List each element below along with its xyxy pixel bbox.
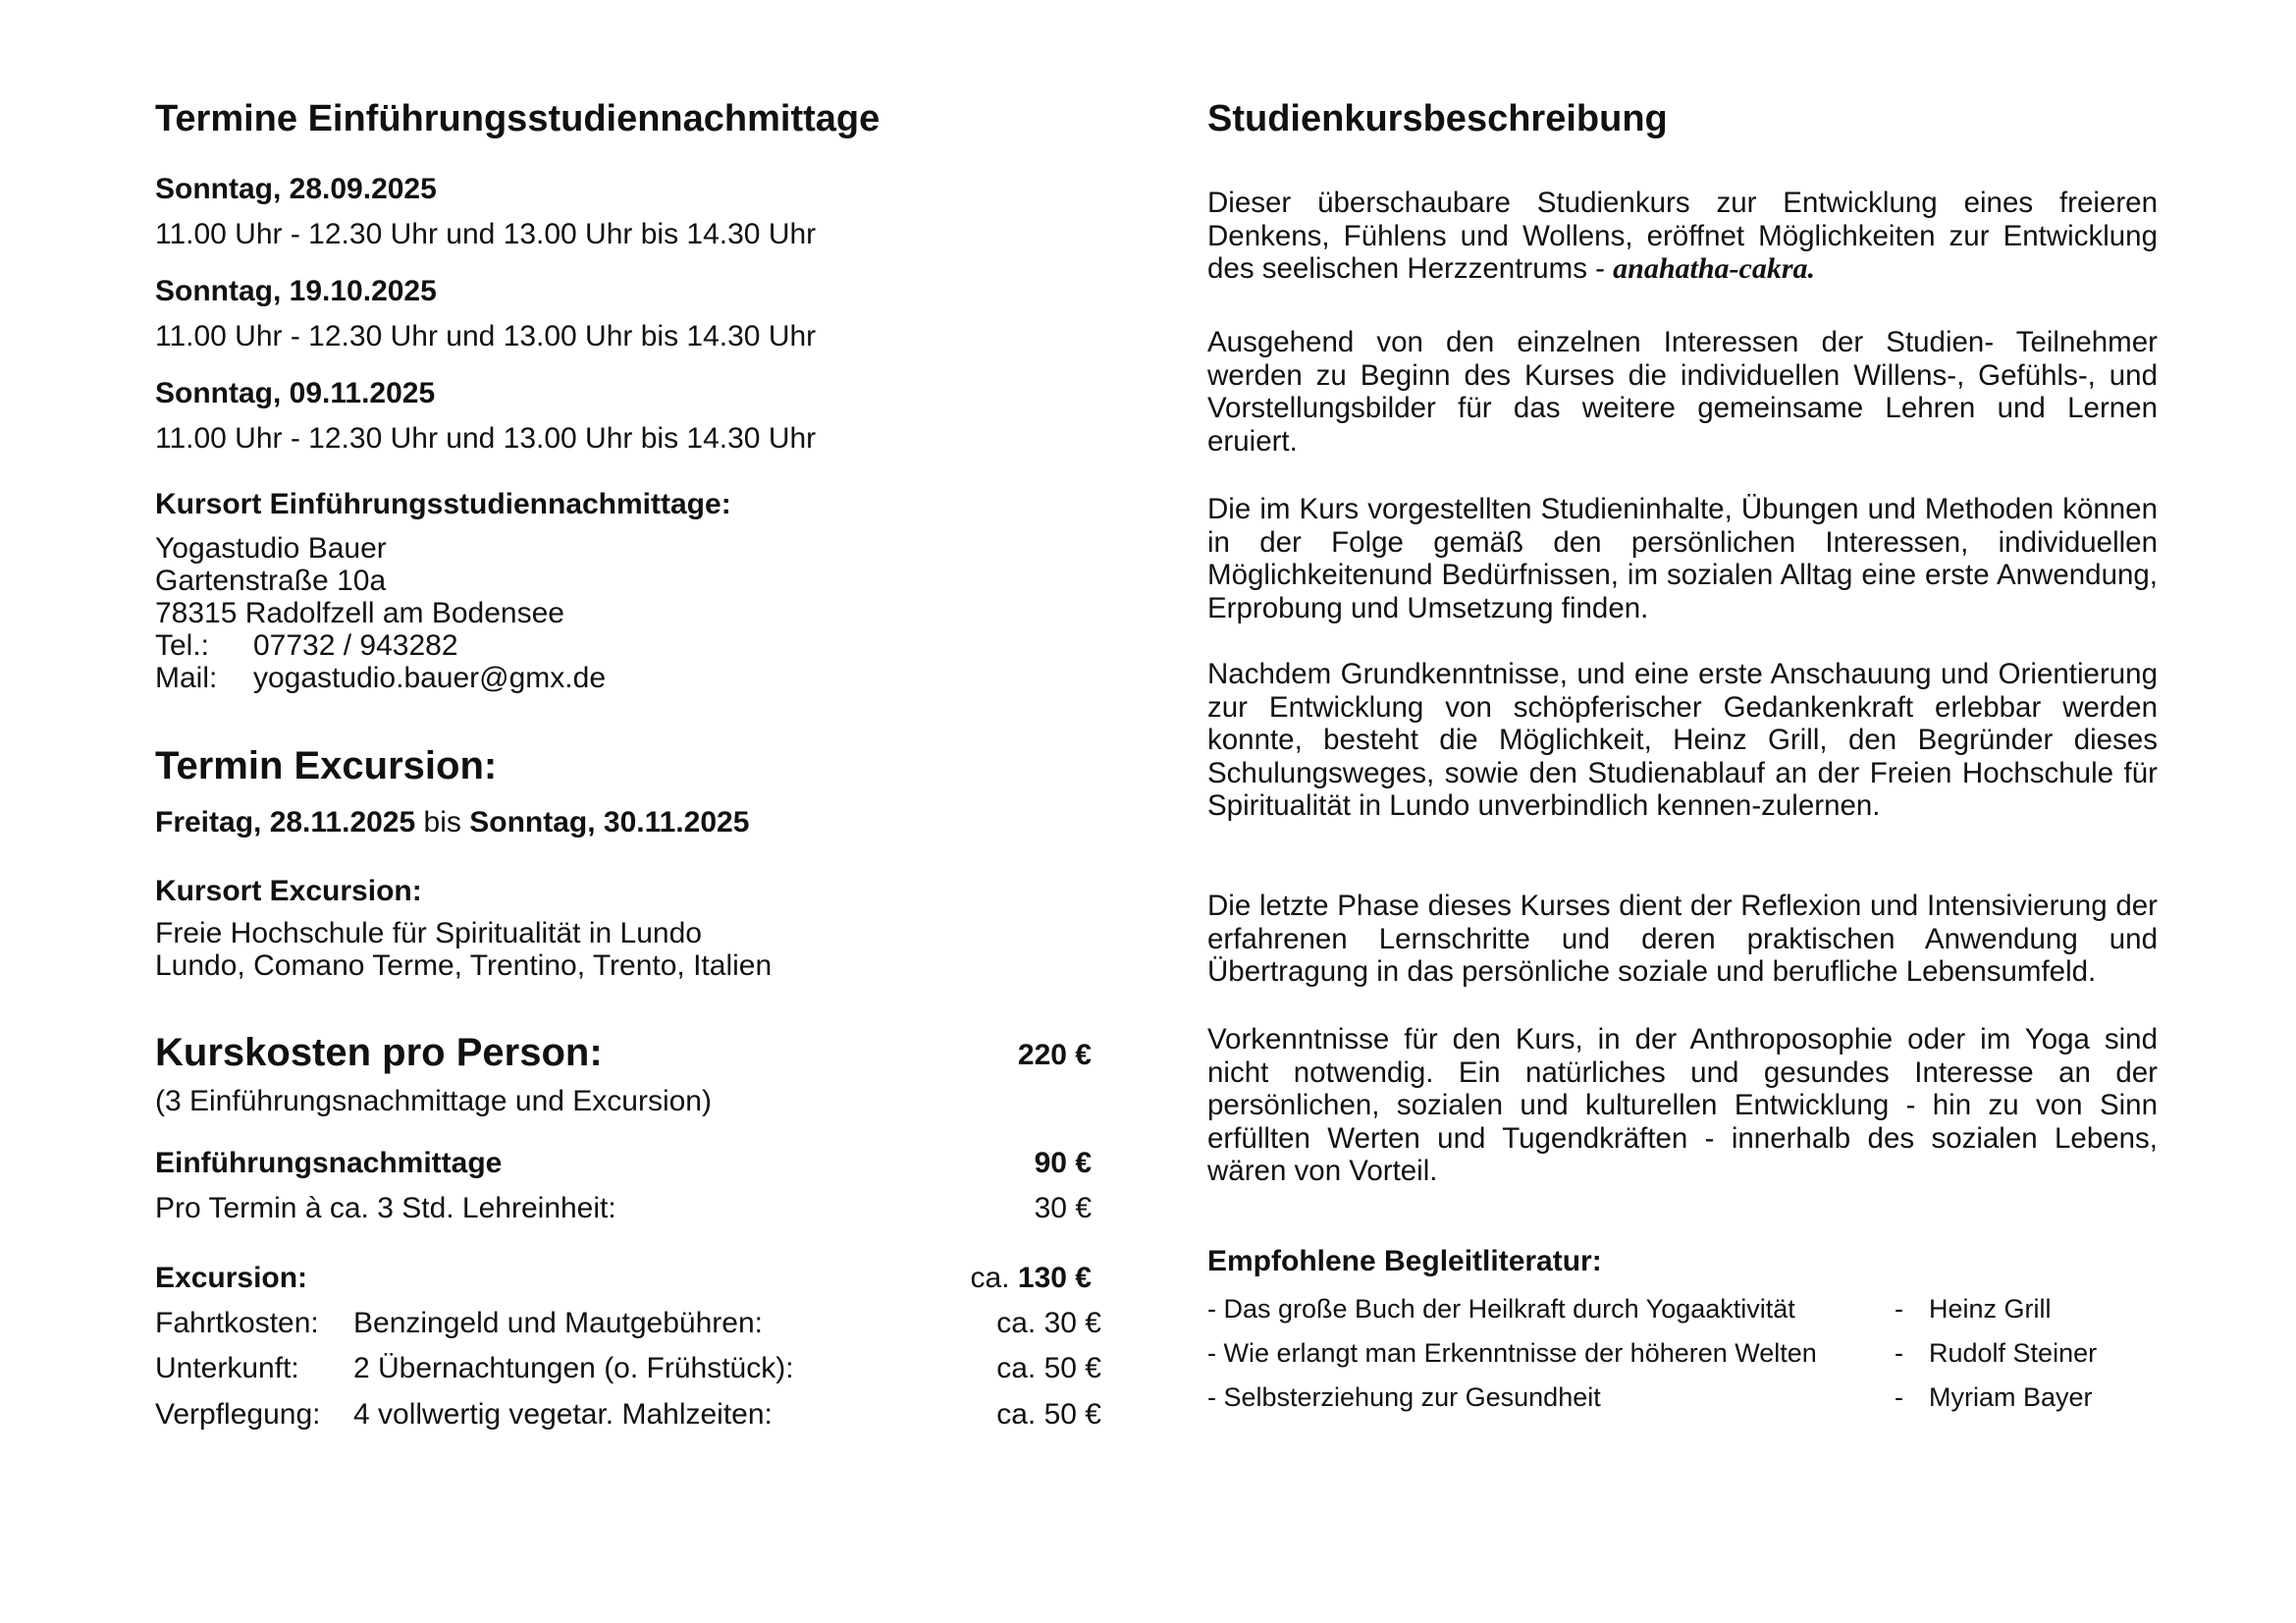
cost-price-verpflegung: ca. 50 €: [996, 1398, 1101, 1431]
exc-price-prefix: ca.: [970, 1262, 1010, 1294]
exc-price-group: [971, 1262, 1092, 1295]
einf-label: Einführungsnachmittage: [155, 1147, 503, 1179]
literature-dash: -: [1895, 1382, 1903, 1412]
address-tel-row: [155, 629, 606, 662]
exc-price: 130 €: [1017, 1262, 1092, 1294]
literature-author: Myriam Bayer: [1929, 1382, 2093, 1412]
kosten-total: 220 €: [1017, 1039, 1092, 1071]
excursion-place-heading: Kursort Excursion:: [155, 875, 422, 907]
kosten-note: (3 Einführungsnachmittage und Excursion): [155, 1085, 712, 1117]
date-3-day: Sonntag, 09.11.2025: [155, 377, 436, 409]
address-street: Gartenstraße 10a: [155, 565, 387, 597]
literature-author: Rudolf Steiner: [1929, 1338, 2098, 1368]
address-block: [155, 532, 606, 694]
excursion-bis: bis: [423, 806, 461, 839]
cost-desc: 2 Übernachtungen (o. Frühstück):: [353, 1352, 794, 1384]
date-1-day: Sonntag, 28.09.2025: [155, 173, 437, 205]
literature-title: - Das große Buch der Heilkraft durch Yogaaktivität: [1207, 1294, 1795, 1324]
paragraph-1-text: Dieser überschaubare Studienkurs zur Entwicklung eines freieren Denkens, Fühlens und Wollens, eröffnet Möglichkeiten zur Entwicklung des seelischen Herzzentrums -: [1207, 187, 2158, 286]
termin-label: Pro Termin à ca. 3 Std. Lehreinheit:: [155, 1192, 616, 1224]
kosten-heading: Kurskosten pro Person:: [155, 1031, 603, 1074]
paragraph-3: Die im Kurs vorgestellten Studieninhalte, Übungen und Methoden können in der Folge gemäß den persönlichen Interessen, individuellen Möglichkeitenund Bedürfnissen, im sozialen Alltag eine erste Anwendung, Erprobung und Umsetzung finden.: [1207, 493, 2158, 624]
excursion-heading: Termin Excursion:: [155, 744, 498, 787]
cost-desc: 4 vollwertig vegetar. Mahlzeiten:: [353, 1398, 773, 1431]
kursort-heading: Kursort Einführungsstudiennachmittage:: [155, 488, 731, 520]
literature-dash: -: [1895, 1338, 1903, 1368]
date-2-day: Sonntag, 19.10.2025: [155, 275, 437, 307]
paragraph-2: Ausgehend von den einzelnen Interessen der Studien- Teilnehmer werden zu Beginn des Kurses die individuellen Willens-, Gefühls-, und Vorstellungsbilder für das weitere gemeinsame Lehren und Lernen eruiert.: [1207, 326, 2158, 458]
excursion-from: Freitag, 28.11.2025: [155, 806, 416, 839]
mail-label: Mail:: [155, 662, 218, 694]
address-mail-row: [155, 662, 606, 694]
cost-price-unterkunft: ca. 50 €: [996, 1352, 1101, 1384]
anahatha-cakra-term: anahatha-cakra.: [1613, 252, 1816, 286]
description-heading: Studienkursbeschreibung: [1207, 98, 1668, 139]
literature-heading: Empfohlene Begleitliteratur:: [1207, 1245, 1602, 1277]
address-city: 78315 Radolfzell am Bodensee: [155, 597, 564, 629]
cost-key: Verpflegung:: [155, 1398, 321, 1431]
date-1-time: 11.00 Uhr - 12.30 Uhr und 13.00 Uhr bis 14.30 Uhr: [155, 218, 817, 250]
cost-desc: Benzingeld und Mautgebühren:: [353, 1307, 763, 1339]
cost-price-fahrt: ca. 30 €: [996, 1307, 1101, 1339]
exc-label: Excursion:: [155, 1262, 308, 1294]
excursion-place-2: Lundo, Comano Terme, Trentino, Trento, Italien: [155, 949, 773, 982]
literature-dash: -: [1895, 1294, 1903, 1324]
excursion-to: Sonntag, 30.11.2025: [469, 806, 750, 839]
mail-value: yogastudio.bauer@gmx.de: [253, 662, 607, 694]
paragraph-1: [1207, 187, 2158, 286]
paragraph-5: Die letzte Phase dieses Kurses dient der Reflexion und Intensivierung der erfahrenen Lernschritte und deren praktischen Anwendung und Übertragung in das persönliche soziale und berufliche Lebensumfeld.: [1207, 890, 2158, 989]
literature-title: - Wie erlangt man Erkenntnisse der höheren Welten: [1207, 1338, 1817, 1368]
excursion-dates: [155, 806, 749, 839]
literature-author: Heinz Grill: [1929, 1294, 2052, 1324]
cost-key: Unterkunft:: [155, 1352, 299, 1384]
paragraph-4: Nachdem Grundkenntnisse, und eine erste Anschauung und Orientierung zur Entwicklung von schöpferischer Gedankenkraft erlebbar werden konnte, besteht die Möglichkeit, Heinz Grill, den Begründer dieses Schulungsweges, sowie den Studienablauf an der Freien Hochschule für Spiritualität in Lundo unverbindlich kennen-zulernen.: [1207, 658, 2158, 823]
literature-title: - Selbsterziehung zur Gesundheit: [1207, 1382, 1601, 1412]
paragraph-6: Vorkenntnisse für den Kurs, in der Anthroposophie oder im Yoga sind nicht notwendig. Ein natürliches und gesundes Interesse an der persönlichen, sozialen und kulturellen Entwicklung - hin zu von Sinn erfüllten Werten und Tugendkräften - innerhalb des sozialen Lebens, wären von Vorteil.: [1207, 1023, 2158, 1188]
date-2-time: 11.00 Uhr - 12.30 Uhr und 13.00 Uhr bis 14.30 Uhr: [155, 320, 817, 352]
date-3-time: 11.00 Uhr - 12.30 Uhr und 13.00 Uhr bis 14.30 Uhr: [155, 422, 817, 455]
address-name: Yogastudio Bauer: [155, 532, 387, 565]
termin-price: 30 €: [1034, 1192, 1092, 1224]
cost-key: Fahrtkosten:: [155, 1307, 319, 1339]
termine-heading: Termine Einführungsstudiennachmittage: [155, 98, 881, 139]
excursion-place-1: Freie Hochschule für Spiritualität in Lundo: [155, 917, 702, 949]
tel-value: 07732 / 943282: [253, 629, 458, 662]
tel-label: Tel.:: [155, 629, 210, 662]
einf-price: 90 €: [1034, 1147, 1092, 1179]
